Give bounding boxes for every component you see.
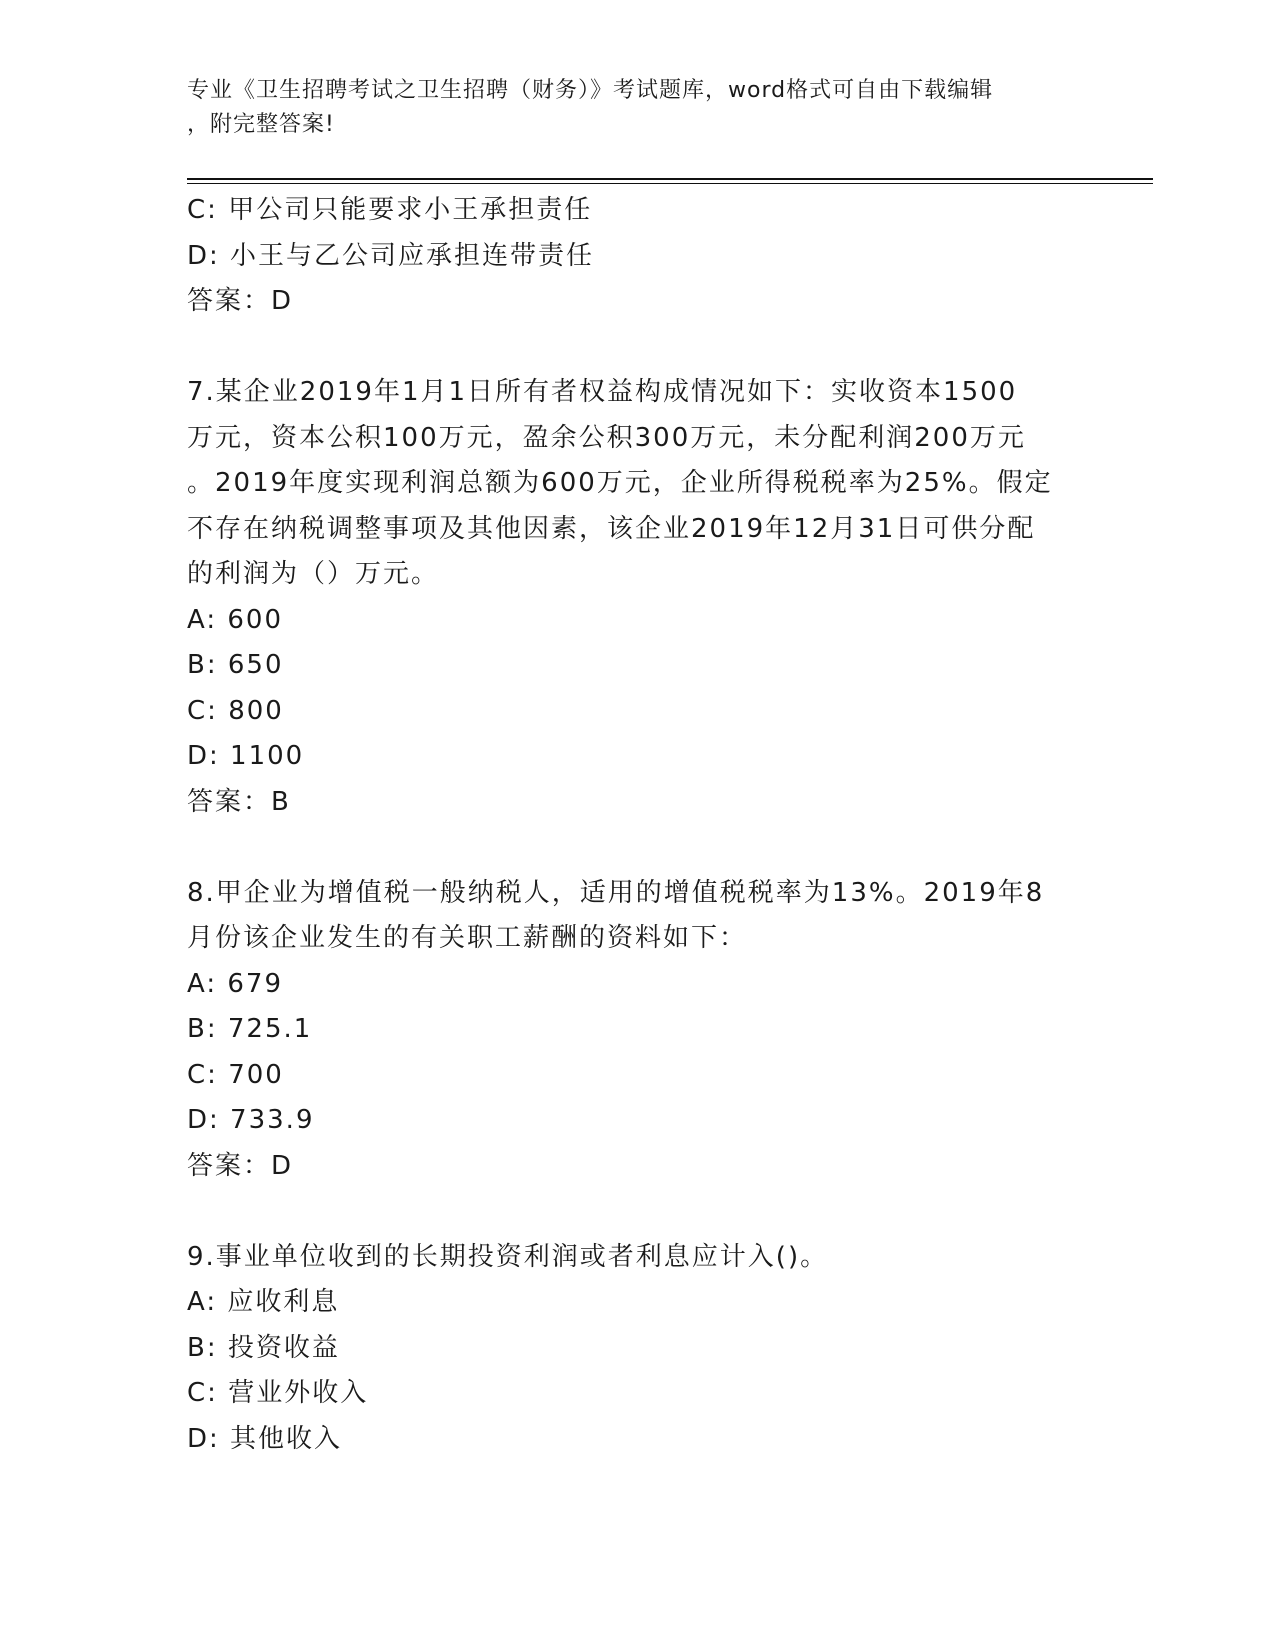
option-d [187, 734, 1087, 780]
option-letter: B: [187, 650, 218, 680]
option-text: 800 [228, 695, 284, 726]
question-text-line: 9.事业单位收到的长期投资利润或者利息应计入()。 [187, 1241, 829, 1272]
option-a [187, 598, 1087, 644]
option-text: 600 [227, 604, 283, 635]
option-letter: A: [187, 968, 218, 999]
option-text: 679 [227, 968, 283, 999]
header-divider-thick [187, 178, 1153, 180]
question-6-tail [187, 188, 1087, 325]
answer-label: 答案： [187, 286, 272, 316]
question-9 [187, 1235, 1087, 1463]
option-letter: C: [187, 1378, 218, 1408]
spacer [187, 1189, 1087, 1235]
option-letter: A: [187, 1287, 218, 1317]
question-text-line: 不存在纳税调整事项及其他因素，该企业2019年12月31日可供分配 [187, 513, 1036, 544]
header-title-line1: 专业《卫生招聘考试之卫生招聘（财务）》考试题库，word格式可自由下载编辑 [187, 78, 994, 103]
option-text: 700 [228, 1059, 284, 1090]
option-text: 725.1 [227, 1014, 313, 1044]
option-text: 小王与乙公司应承担连带责任 [230, 240, 595, 271]
option-text: 投资收益 [227, 1332, 340, 1363]
option-letter: D: [187, 1105, 220, 1135]
option-c [187, 1371, 1087, 1417]
option-d [187, 1417, 1087, 1463]
option-b [187, 1007, 1087, 1053]
answer-line [187, 279, 1087, 325]
answer-value: D [271, 286, 294, 316]
option-d [187, 1098, 1087, 1144]
question-text-line: 7.某企业2019年1月1日所有者权益构成情况如下：实收资本1500 [187, 377, 1018, 407]
question-text-line: 8.甲企业为增值税一般纳税人，适用的增值税税率为13%。2019年8 [187, 877, 1045, 908]
option-letter: A: [187, 604, 218, 635]
option-text: 650 [227, 650, 284, 680]
question-7 [187, 370, 1087, 825]
answer-line [187, 780, 1087, 826]
option-text: 其他收入 [230, 1423, 343, 1454]
answer-line [187, 1144, 1087, 1190]
option-c [187, 1053, 1087, 1099]
option-text: 甲公司只能要求小王承担责任 [228, 195, 593, 225]
option-b [187, 1326, 1087, 1372]
option-text: 应收利息 [227, 1287, 340, 1317]
header-divider-thin [187, 183, 1153, 184]
option-letter: C: [187, 695, 218, 726]
option-letter: D: [187, 741, 220, 771]
header-title-line2: ，附完整答案! [187, 112, 335, 137]
option-letter: D: [187, 240, 220, 271]
option-letter: C: [187, 195, 218, 225]
option-b [187, 643, 1087, 689]
option-a [187, 962, 1087, 1008]
option-text: 营业外收入 [228, 1378, 369, 1408]
question-8 [187, 871, 1087, 1190]
question-text-line: 。2019年度实现利润总额为600万元，企业所得税税率为25%。假定 [187, 468, 1053, 498]
answer-label: 答案： [187, 786, 272, 817]
option-text: 1100 [230, 741, 305, 771]
option-c [187, 689, 1087, 735]
spacer [187, 325, 1087, 371]
answer-value: B [271, 786, 291, 817]
option-letter: B: [187, 1332, 218, 1363]
option-a [187, 1280, 1087, 1326]
option-c [187, 188, 1087, 234]
question-text-line: 的利润为（）万元。 [187, 559, 440, 589]
option-letter: C: [187, 1059, 218, 1090]
question-text-line: 月份该企业发生的有关职工薪酬的资料如下： [187, 923, 748, 953]
document-header [187, 74, 1067, 142]
option-letter: B: [187, 1014, 218, 1044]
option-letter: D: [187, 1423, 220, 1454]
answer-value: D [271, 1150, 294, 1181]
answer-label: 答案： [187, 1150, 272, 1181]
option-d [187, 234, 1087, 280]
option-text: 733.9 [230, 1105, 315, 1135]
question-text-line: 万元，资本公积100万元，盈余公积300万元，未分配利润200万元 [187, 422, 1026, 453]
document-body [187, 188, 1087, 1462]
spacer [187, 825, 1087, 871]
